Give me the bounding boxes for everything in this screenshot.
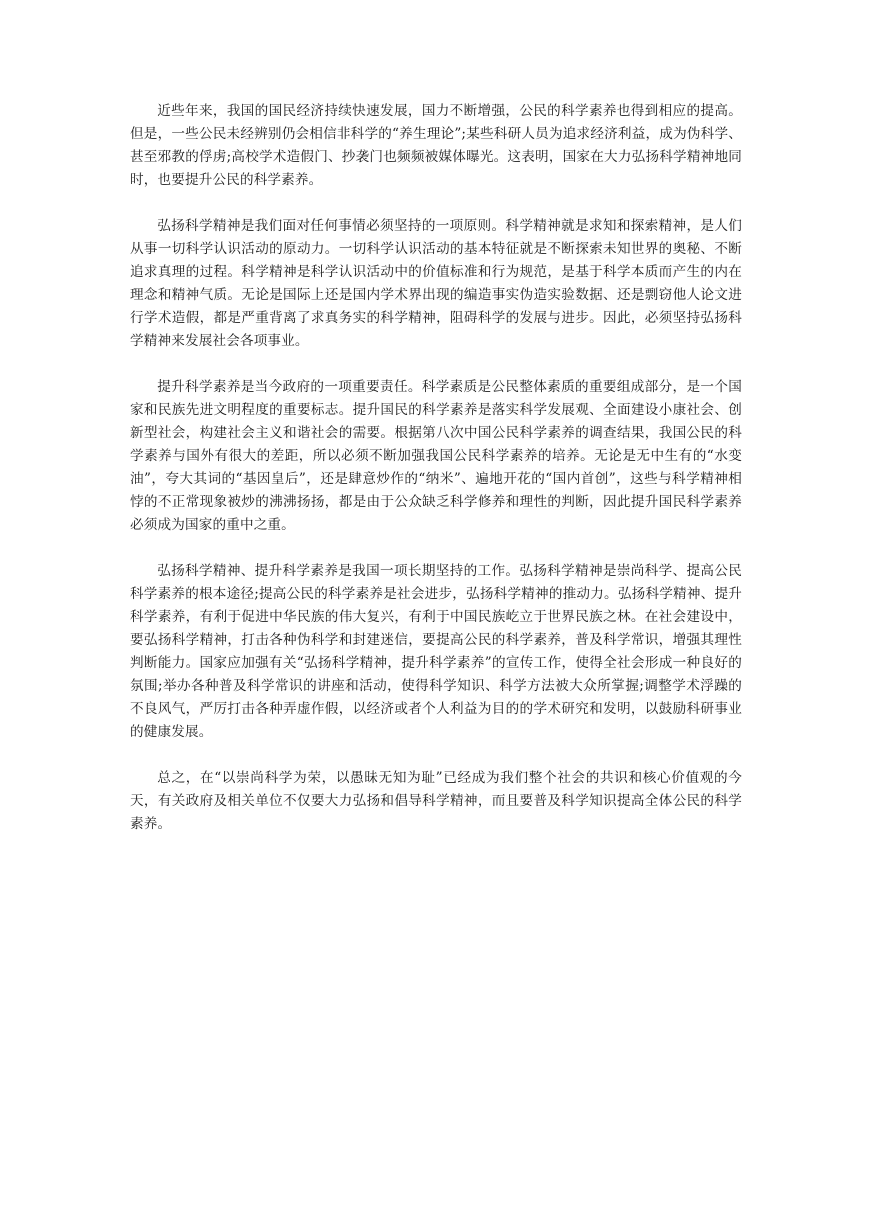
- paragraph-3: 提升科学素养是当今政府的一项重要责任。科学素质是公民整体素质的重要组成部分，是一个国家和民族先进文明程度的重要标志。提升国民的科学素养是落实科学发展观、全面建设小康社会、创新型社会，构建社会主义和谐社会的需要。根据第八次中国公民科学素养的调查结果，我国公民的科学素养与国外有很大的差距，所以必须不断加强我国公民科学素养的培养。无论是无中生有的“水变油”，夸大其词的“基因皇后”，还是肆意炒作的“纳米”、遍地开花的“国内首创”，这些与科学精神相悖的不正常现象被炒的沸沸扬扬，都是由于公众缺乏科学修养和理性的判断，因此提升国民科学素养必须成为国家的重中之重。: [130, 379, 742, 533]
- paragraph-4: 弘扬科学精神、提升科学素养是我国一项长期坚持的工作。弘扬科学精神是崇尚科学、提高公民科学素养的根本途径;提高公民的科学素养是社会进步，弘扬科学精神的推动力。弘扬科学精神、提升科学素养，有利于促进中华民族的伟大复兴，有利于中国民族屹立于世界民族之林。在社会建设中，要弘扬科学精神，打击各种伪科学和封建迷信，要提高公民的科学素养，普及科学常识，增强其理性判断能力。国家应加强有关“弘扬科学精神，提升科学素养”的宣传工作，使得全社会形成一种良好的氛围;举办各种普及科学常识的讲座和活动，使得科学知识、科学方法被大众所掌握;调整学术浮躁的不良风气，严厉打击各种弄虚作假，以经济或者个人利益为目的的学术研究和发明，以鼓励科研事业的健康发展。: [130, 563, 742, 740]
- paragraph-5: 总之，在“以崇尚科学为荣，以愚昧无知为耻”已经成为我们整个社会的共识和核心价值观的今天，有关政府及相关单位不仅要大力弘扬和倡导科学精神，而且要普及科学知识提高全体公民的科学素养。: [130, 770, 742, 832]
- paragraph-1: 近些年来，我国的国民经济持续快速发展，国力不断增强，公民的科学素养也得到相应的提高。但是，一些公民未经辨别仍会相信非科学的“养生理论”;某些科研人员为追求经济利益，成为伪科学、甚至邪教的俘虏;高校学术造假门、抄袭门也频频被媒体曝光。这表明，国家在大力弘扬科学精神地同时，也要提升公民的科学素养。: [130, 103, 742, 188]
- paragraph-2: 弘扬科学精神是我们面对任何事情必须坚持的一项原则。科学精神就是求知和探索精神，是人们从事一切科学认识活动的原动力。一切科学认识活动的基本特征就是不断探索未知世界的奥秘、不断追求真理的过程。科学精神是科学认识活动中的价值标准和行为规范，是基于科学本质而产生的内在理念和精神气质。无论是国际上还是国内学术界出现的编造事实伪造实验数据、还是剽窃他人论文进行学术造假，都是严重背离了求真务实的科学精神，阻碍科学的发展与进步。因此，必须坚持弘扬科学精神来发展社会各项事业。: [130, 218, 742, 349]
- document-body: [130, 100, 742, 859]
